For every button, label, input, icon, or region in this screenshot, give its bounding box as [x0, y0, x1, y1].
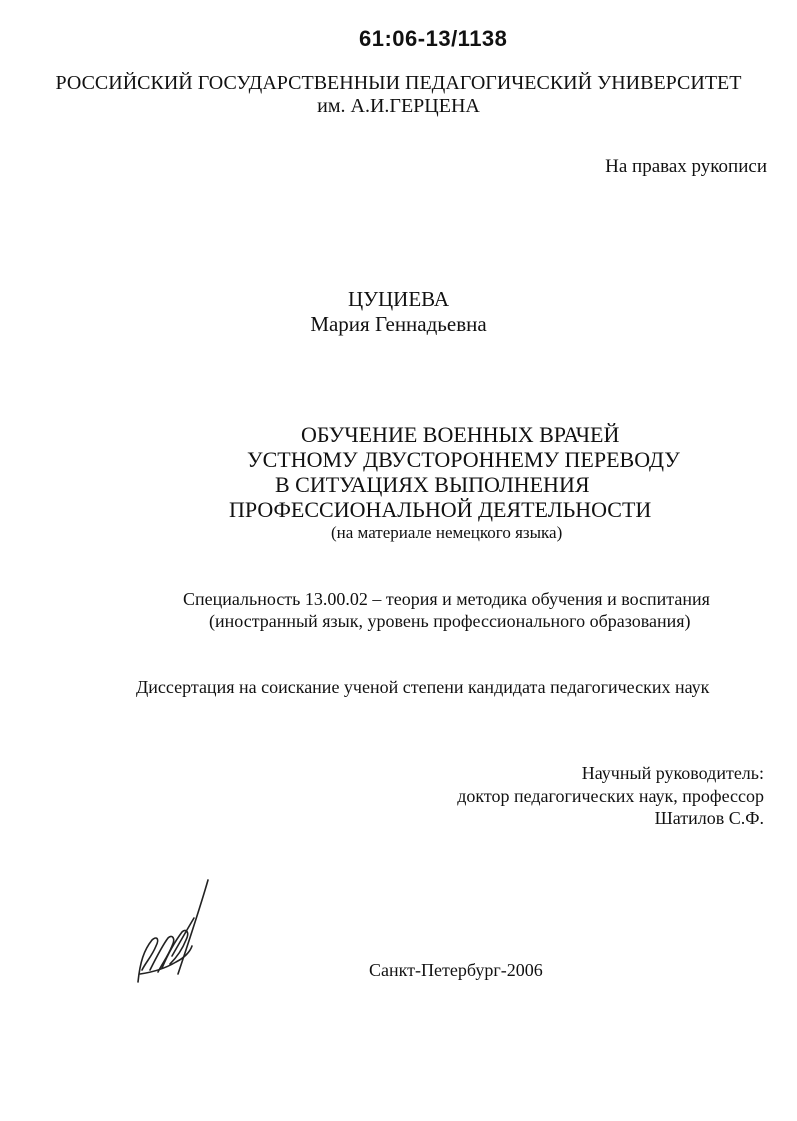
supervisor-degree: доктор педагогических наук, профессор [457, 786, 764, 806]
supervisor-name: Шатилов С.Ф. [654, 808, 764, 828]
university-name: РОССИЙСКИЙ ГОСУДАРСТВЕННЫИ ПЕДАГОГИЧЕСКИЙ УНИВЕРСИТЕТ [55, 72, 742, 94]
document-code: 61:06-13/1138 [359, 26, 508, 51]
specialty-detail: (иностранный язык, уровень профессионального образования) [209, 611, 691, 631]
manuscript-rights-note: На правах рукописи [605, 156, 767, 177]
thesis-title-line: УСТНОМУ ДВУСТОРОННЕМУ ПЕРЕВОДУ [247, 447, 680, 472]
thesis-subtitle: (на материале немецкого языка) [331, 523, 563, 542]
dissertation-statement: Диссертация на соискание ученой степени кандидата педагогических наук [136, 677, 710, 697]
thesis-title-line: В СИТУАЦИЯХ ВЫПОЛНЕНИЯ [275, 472, 590, 497]
university-name-suffix: им. А.И.ГЕРЦЕНА [317, 95, 480, 117]
specialty-line: Специальность 13.00.02 – теория и методика обучения и воспитания [183, 589, 710, 609]
thesis-title-line: ПРОФЕССИОНАЛЬНОЙ ДЕЯТЕЛЬНОСТИ [229, 497, 652, 522]
thesis-title-line: ОБУЧЕНИЕ ВОЕННЫХ ВРАЧЕЙ [301, 422, 620, 447]
supervisor-label: Научный руководитель: [581, 763, 764, 783]
city-year: Санкт-Петербург-2006 [369, 960, 543, 980]
author-name: Мария Геннадьевна [310, 312, 487, 336]
author-surname: ЦУЦИЕВА [347, 287, 450, 311]
handwritten-signature [132, 878, 218, 986]
